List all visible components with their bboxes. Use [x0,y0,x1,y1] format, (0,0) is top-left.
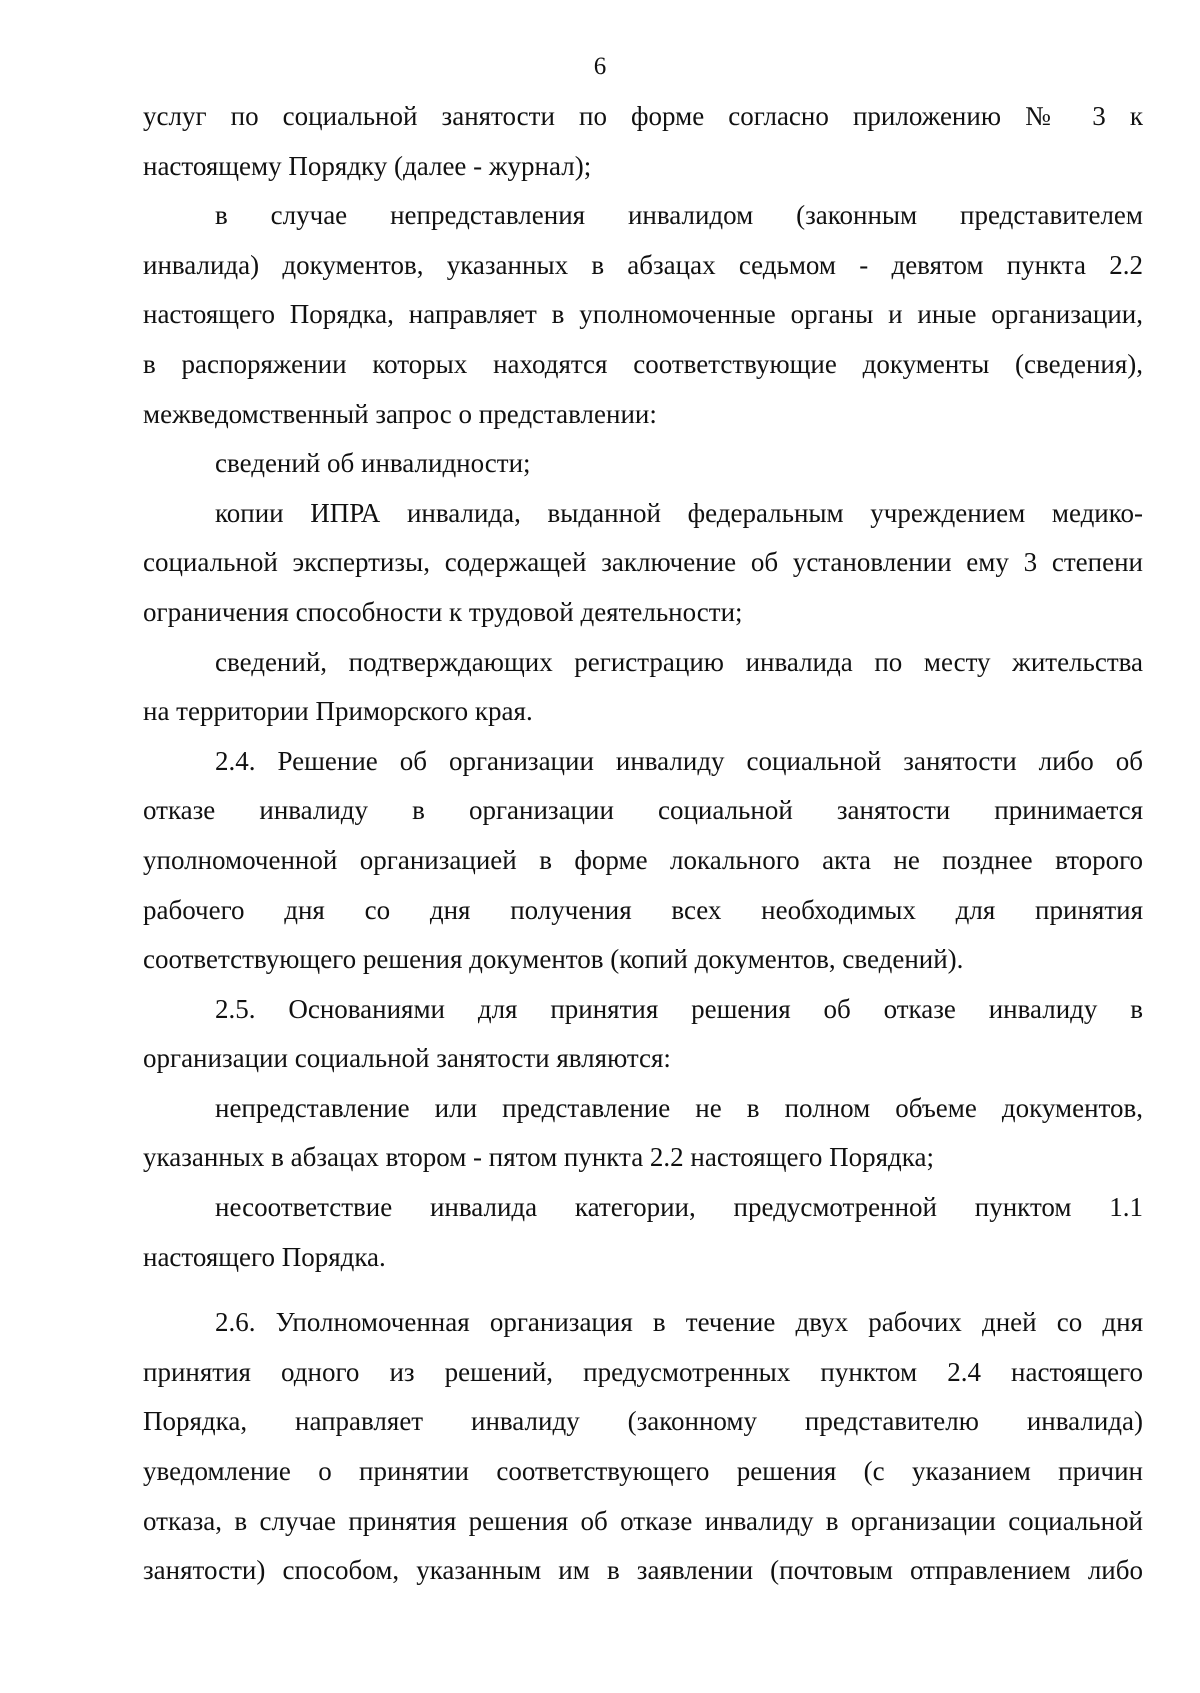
text-line: в распоряжении которых находятся соответствующие документы (сведения), [143,348,1143,379]
text-line: сведений, подтверждающих регистрацию инвалида по месту жительства [215,646,1143,677]
text-line: социальной экспертизы, содержащей заключение об установлении ему 3 степени [143,547,1143,578]
text-line: непредставление или представление не в полном объеме документов, [215,1092,1143,1123]
text-line: отказе инвалиду в организации социальной занятости принимается [143,795,1143,826]
text-line: настоящему Порядку (далее - журнал); [143,150,592,181]
text-line: копии ИПРА инвалида, выданной федеральным учреждением медико- [215,497,1143,528]
text-line: уполномоченной организацией в форме локального акта не позднее второго [143,844,1143,875]
text-line: настоящего Порядка, направляет в уполномоченные органы и иные организации, [143,299,1143,330]
text-line: 2.6. Уполномоченная организация в течение двух рабочих дней со дня [215,1307,1143,1338]
text-line: уведомление о принятии соответствующего решения (с указанием причин [143,1456,1143,1487]
paragraph-gap [143,1282,1143,1298]
text-line: указанных в абзацах втором - пятом пункта 2.2 настоящего Порядка; [143,1142,934,1173]
text-line: на территории Приморского края. [143,696,533,727]
text-line: принятия одного из решений, предусмотренных пунктом 2.4 настоящего [143,1356,1143,1387]
text-line: услуг по социальной занятости по форме согласно приложению № 3 к [143,101,1143,131]
document-body [143,92,1143,1596]
text-line: настоящего Порядка. [143,1241,386,1272]
text-line: Порядка, направляет инвалиду (законному представителю инвалида) [143,1406,1143,1437]
text-line: организации социальной занятости являются: [143,1043,671,1074]
text-line: 2.4. Решение об организации инвалиду социальной занятости либо об [215,745,1143,776]
text-line: инвалида) документов, указанных в абзацах седьмом - девятом пункта 2.2 [143,249,1143,280]
text-line: рабочего дня со дня получения всех необходимых для принятия [143,894,1143,925]
text-line: соответствующего решения документов (копий документов, сведений). [143,944,964,975]
text-line: в случае непредставления инвалидом (законным представителем [215,200,1143,231]
text-line: ограничения способности к трудовой деятельности; [143,596,743,627]
text-line: сведений об инвалидности; [215,448,531,479]
page-number: 6 [593,53,607,80]
text-line: несоответствие инвалида категории, предусмотренной пунктом 1.1 [215,1192,1143,1223]
text-line: занятости) способом, указанным им в заявлении (почтовым отправлением либо [143,1555,1143,1586]
text-line: межведомственный запрос о представлении: [143,398,657,429]
text-line: 2.5. Основаниями для принятия решения об отказе инвалиду в [215,993,1143,1024]
text-line: отказа, в случае принятия решения об отказе инвалиду в организации социальной [143,1505,1143,1536]
